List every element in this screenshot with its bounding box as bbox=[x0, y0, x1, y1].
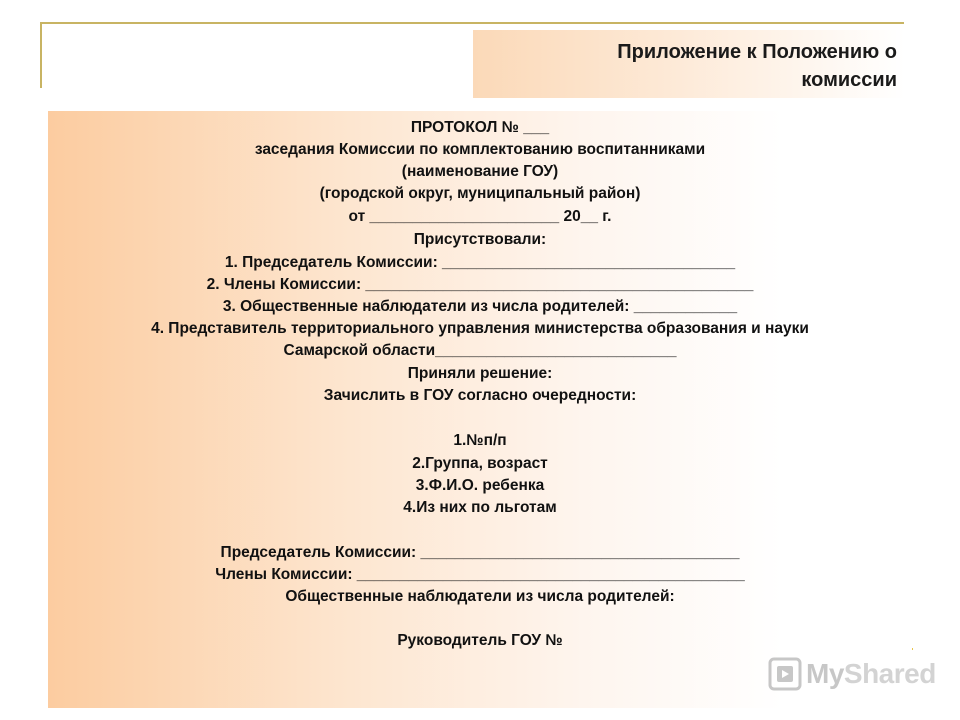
list-item-group: 2.Группа, возраст bbox=[412, 455, 548, 472]
list-item-number: 1.№п/п bbox=[453, 432, 507, 449]
members-line: 2. Члены Комиссии: _____________________________________________ bbox=[206, 276, 754, 293]
watermark-text bbox=[806, 658, 936, 690]
chairman-line: 1. Председатель Комиссии: __________________________________ bbox=[224, 254, 736, 271]
frame-left-border bbox=[40, 22, 42, 88]
enroll-line: Зачислить в ГОУ согласно очередности: bbox=[323, 387, 637, 404]
myshared-logo-icon bbox=[768, 657, 802, 691]
signature-head: Руководитель ГОУ № bbox=[397, 632, 563, 649]
signature-chairman: Председатель Комиссии: _____________________________________ bbox=[220, 544, 740, 561]
frame-top-border bbox=[40, 22, 904, 24]
present-heading: Присутствовали: bbox=[413, 231, 547, 248]
watermark-text-part1: My bbox=[806, 658, 844, 689]
protocol-subtitle: заседания Комиссии по комплектованию воспитанниками bbox=[254, 141, 706, 158]
protocol-document bbox=[48, 111, 912, 708]
observers-line: 3. Общественные наблюдатели из числа родителей: ____________ bbox=[222, 298, 738, 315]
signature-members: Члены Комиссии: _____________________________________________ bbox=[215, 566, 745, 583]
watermark-text-part2: Shared bbox=[843, 658, 936, 689]
slide-title-line-2: комиссии bbox=[801, 69, 897, 91]
slide-title bbox=[617, 38, 897, 94]
representative-line: 4. Представитель территориального управления министерства образования и науки bbox=[151, 320, 809, 337]
signature-observers: Общественные наблюдатели из числа родителей: bbox=[285, 588, 675, 605]
region-line: Самарской области____________________________ bbox=[283, 342, 677, 359]
decision-heading: Приняли решение: bbox=[407, 365, 553, 382]
list-item-name: 3.Ф.И.О. ребенка bbox=[415, 477, 545, 494]
district-line: (городской округ, муниципальный район) bbox=[319, 185, 641, 202]
protocol-heading: ПРОТОКОЛ № ___ bbox=[410, 119, 550, 136]
gou-name-line: (наименование ГОУ) bbox=[401, 163, 559, 180]
list-item-benefits: 4.Из них по льготам bbox=[403, 499, 557, 516]
slide-title-box bbox=[473, 30, 905, 98]
slide-title-line-1: Приложение к Положению о bbox=[617, 41, 897, 63]
date-line: от ______________________ 20__ г. bbox=[348, 208, 612, 225]
myshared-watermark bbox=[768, 654, 936, 694]
